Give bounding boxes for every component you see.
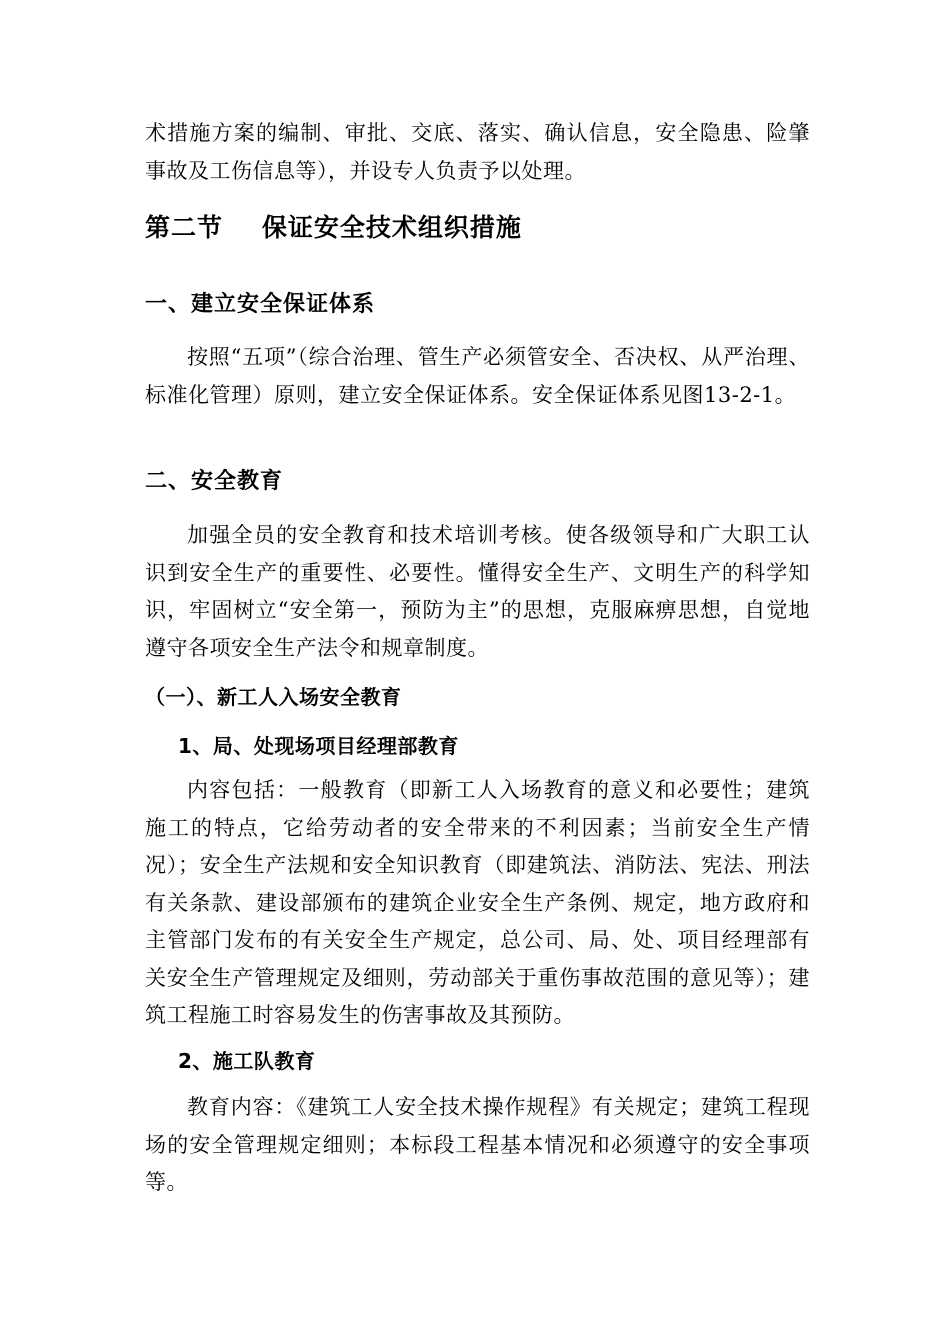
- intro-paragraph: 术措施方案的编制、审批、交底、落实、确认信息，安全隐患、险肇事故及工伤信息等），并设专人负责予以处理。: [145, 121, 810, 183]
- subheading-new-worker-education: （一）、新工人入场安全教育: [145, 685, 402, 709]
- paragraph-safety-system: 按照“五项”（综合治理、管生产必须管安全、否决权、从严治理、标准化管理）原则，建立安全保证体系。安全保证体系见图13-2-1。: [145, 345, 810, 407]
- heading-safety-education: 二、安全教育: [145, 469, 284, 494]
- item-1-title: 1、局、处现场项目经理部教育: [178, 734, 459, 758]
- item-2-title: 2、施工队教育: [178, 1049, 316, 1073]
- item-1-body: 内容包括：一般教育（即新工人入场教育的意义和必要性；建筑施工的特点，它给劳动者的安全带来的不利因素；当前安全生产情况）；安全生产法规和安全知识教育（即建筑法、消防法、宪法、刑法有关条款、建设部颁布的建筑企业安全生产条例、规定，地方政府和主管部门发布的有关安全生产规定，总公司、局、处、项目经理部有关安全生产管理规定及细则，劳动部关于重伤事故范围的意见等）；建筑工程施工时容易发生的伤害事故及其预防。: [145, 778, 810, 1027]
- paragraph-safety-education: 加强全员的安全教育和技术培训考核。使各级领导和广大职工认识到安全生产的重要性、必要性。懂得安全生产、文明生产的科学知识，牢固树立“安全第一，预防为主”的思想，克服麻痹思想，自觉地遵守各项安全生产法令和规章制度。: [145, 523, 810, 660]
- item-2-body: 教育内容：《建筑工人安全技术操作规程》有关规定；建筑工程现场的安全管理规定细则；本标段工程基本情况和必须遵守的安全事项等。: [145, 1095, 810, 1194]
- heading-safety-system: 一、建立安全保证体系: [145, 292, 376, 317]
- section-title: 第二节 保证安全技术组织措施: [145, 213, 522, 242]
